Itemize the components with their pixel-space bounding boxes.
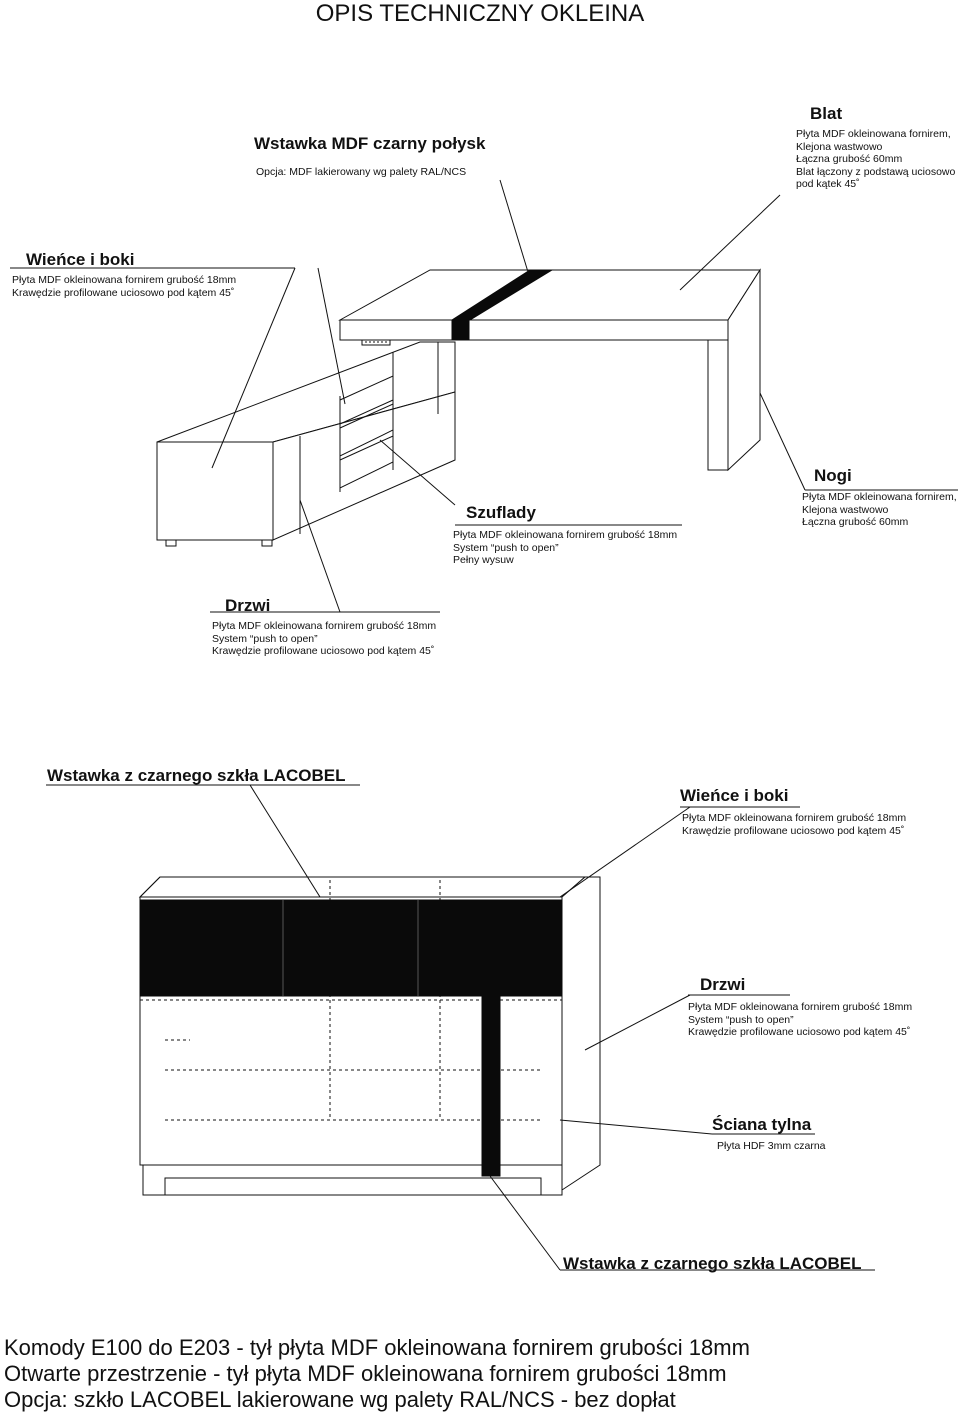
callout-line: Płyta MDF okleinowana fornirem, xyxy=(802,491,957,503)
callout-szuflady xyxy=(453,503,677,567)
callout-wstawka-szkla-top xyxy=(47,766,346,786)
callout-line: Klejona wastwowo xyxy=(796,140,883,153)
callout-heading: Szuflady xyxy=(466,503,536,522)
page-title: OPIS TECHNICZNY OKLEINA xyxy=(315,0,645,27)
callout-heading: Drzwi xyxy=(225,596,271,615)
callout-heading: Nogi xyxy=(814,466,852,485)
callout-heading: Drzwi xyxy=(700,975,746,994)
callout-wience-boki-desk xyxy=(12,250,236,299)
callout-line: Krawędzie profilowane uciosowo pod kątem 45˚ xyxy=(12,286,235,299)
callout-line: Płyta MDF okleinowana fornirem, xyxy=(796,128,951,140)
desk-top xyxy=(340,270,760,340)
callout-line: Klejona wastwowo xyxy=(802,503,889,516)
callout-drzwi-cabinet xyxy=(688,975,912,1039)
callout-line: System “push to open” xyxy=(688,1013,794,1026)
callout-line: Krawędzie profilowane uciosowo pod kątem 45˚ xyxy=(688,1026,911,1038)
callout-nogi xyxy=(802,466,957,529)
callout-line: Pełny wysuw xyxy=(453,554,514,566)
callout-sciana-tylna xyxy=(712,1115,826,1153)
callout-line: pod kątek 45˚ xyxy=(796,178,860,190)
callout-line: Opcja: MDF lakierowany wg palety RAL/NCS xyxy=(256,166,467,178)
callout-drzwi-desk xyxy=(212,596,436,658)
callout-heading: Wstawka z czarnego szkła LACOBEL xyxy=(563,1254,862,1273)
callout-wstawka-szkla-bottom xyxy=(563,1254,862,1274)
callout-line: Płyta MDF okleinowana fornirem grubość 18mm xyxy=(688,1001,913,1013)
callout-heading: Wieńce i boki xyxy=(680,786,789,805)
cabinet-black-strip xyxy=(482,996,500,1176)
callout-line: Krawędzie profilowane uciosowo pod kątem 45˚ xyxy=(682,824,905,837)
callout-heading: Wstawka z czarnego szkła LACOBEL xyxy=(47,766,346,785)
footer-line: Otwarte przestrzenie - tył płyta MDF okleinowana fornirem grubości 18mm xyxy=(4,1361,727,1386)
callout-line: Płyta MDF okleinowana fornirem grubość 18mm xyxy=(12,274,237,286)
callout-heading: Wstawka MDF czarny połysk xyxy=(254,134,486,153)
callout-line: Blat łączony z podstawą uciosowo xyxy=(796,165,956,178)
callout-wstawka-mdf xyxy=(254,134,485,179)
callout-heading: Blat xyxy=(810,104,843,123)
callout-line: Łączna grubość 60mm xyxy=(796,153,903,165)
callout-line: Płyta MDF okleinowana fornirem grubość 18mm xyxy=(212,620,437,632)
callout-line: Łączna grubość 60mm xyxy=(802,516,909,528)
callout-line: Krawędzie profilowane uciosowo pod kątem 45˚ xyxy=(212,645,435,657)
callout-line: Płyta MDF okleinowana fornirem grubość 18mm xyxy=(682,812,907,824)
callout-line: Płyta MDF okleinowana fornirem grubość 18mm xyxy=(453,529,678,541)
callout-line: System “push to open” xyxy=(453,541,559,554)
callout-line: System “push to open” xyxy=(212,632,318,645)
footer-notes xyxy=(4,1335,750,1413)
callout-blat xyxy=(796,104,955,191)
callout-heading: Wieńce i boki xyxy=(26,250,135,269)
footer-line: Opcja: szkło LACOBEL lakierowane wg palety RAL/NCS - bez dopłat xyxy=(4,1387,676,1412)
cabinet-black-glass-insert xyxy=(140,900,562,996)
desk-black-insert-edge xyxy=(452,320,469,340)
callout-wience-boki-cabinet xyxy=(680,786,906,837)
callout-line: Płyta HDF 3mm czarna xyxy=(717,1140,826,1152)
footer-line: Komody E100 do E203 - tył płyta MDF okleinowana fornirem grubości 18mm xyxy=(4,1335,750,1360)
callout-heading: Ściana tylna xyxy=(712,1115,812,1134)
